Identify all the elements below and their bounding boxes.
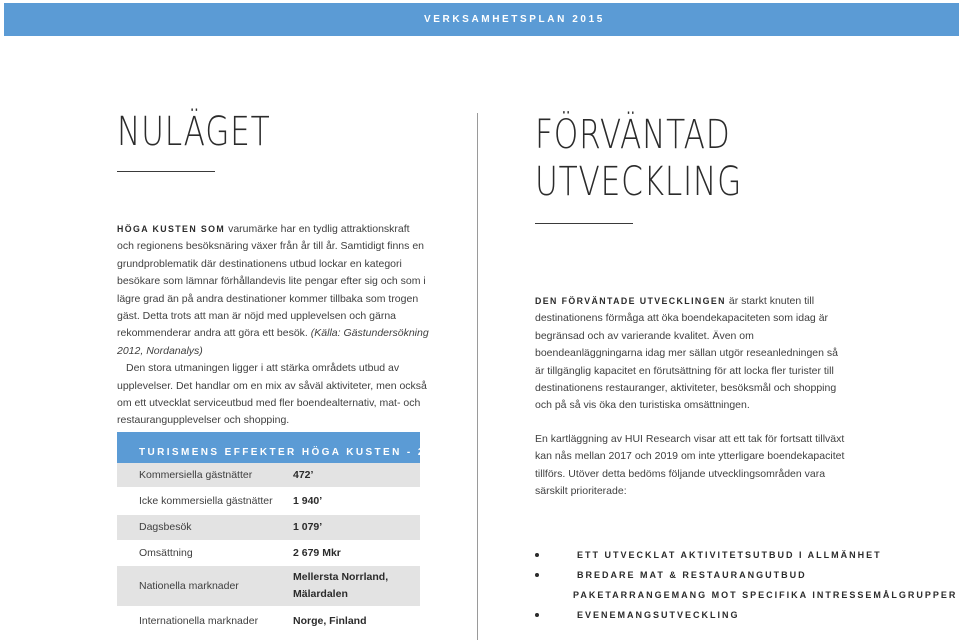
right-paragraph-2: En kartläggning av HUI Research visar att ett tak för fortsatt tillväxt kan nås mellan 2017 och 2019 om inte ytterligare boendekapacitet tillförs. Utöver detta bedöms följande utvecklingsområden vara särskilt prioriterade: — [535, 433, 845, 498]
column-divider — [477, 113, 478, 640]
table-header — [117, 432, 450, 463]
right-paragraph-text: är starkt knuten till destinationens förmåga att öka boendekapaciteten som idag är begränsad och av varierande kvalitet. Även om boendeanläggningarna idag mer sällan utgör reseanledningen så är tillgänglig kapacitet en förutsättning för att locka fler turister till destinationens restauranger, aktiviteter, besöksmål och shopping och på så vis öka den turistiska omsättningen. — [535, 295, 838, 412]
left-paragraph-2: Den stora utmaningen ligger i att stärka områdets utbud av upplevelser. Det handlar om en mix av såväl aktiviteter, men också om ett utvecklat serviceutbud med fler boendealternativ, mat- och restaurangupplevelser och shopping. — [117, 362, 427, 427]
table-row-value: Norge, Finland — [293, 614, 367, 627]
priority-list — [535, 545, 958, 625]
heading-underline — [535, 223, 633, 224]
table-row-value: Mellersta Norrland, Mälardalen — [293, 571, 389, 600]
left-paragraph-text: varumärke har en tydlig attraktionskraft och regionens besöksnäring växer från år till år. Samtidigt finns en grundproblematik där destinationens utbud lockar en kategori besökare som lämnar förhållandevis lite pengar efter sig och som i lägre grad än på andra destinationer kommer tillbaka som trogen gäst. Detta trots att man är nöjd med upplevelsen och gärna rekommenderar andra att göra ett besök. — [117, 223, 426, 340]
header-bar — [4, 3, 959, 36]
table-row-value: 1 079’ — [293, 521, 323, 533]
section-heading-nulaget: NULÄGET — [117, 109, 271, 155]
table-row-value: 2 679 Mkr — [293, 546, 341, 559]
heading-line-2: UTVECKLING — [535, 159, 743, 206]
list-item-text: EVENEMANGSUTVECKLING — [577, 610, 740, 620]
table-row-label: Dagsbesök — [139, 521, 192, 533]
table-row — [117, 463, 420, 487]
heading-line-1: FÖRVÄNTAD — [535, 112, 731, 158]
section-heading-forvantad-utveckling — [535, 112, 742, 206]
bullet-icon — [535, 613, 539, 617]
table-row-value: 1 940’ — [293, 494, 323, 507]
list-item-text: BREDARE MAT & RESTAURANGUTBUD — [577, 570, 807, 580]
source-citation: (Källa: Gästundersökning 2012, Nordanalys) — [117, 327, 429, 357]
left-body-text — [117, 221, 429, 430]
left-paragraph-lead: HÖGA KUSTEN SOM — [117, 224, 226, 234]
list-item — [535, 605, 935, 625]
bullet-icon — [535, 553, 539, 557]
list-item — [535, 585, 958, 605]
table-title: TURISMENS EFFEKTER HÖGA KUSTEN - 2013 — [139, 447, 450, 458]
table-row-value: 472’ — [293, 468, 314, 481]
table-row — [117, 566, 420, 606]
heading-underline — [117, 171, 215, 172]
list-item-text: ETT UTVECKLAT AKTIVITETSUTBUD I ALLMÄNHET — [577, 550, 882, 560]
table-row — [117, 515, 420, 540]
table-row — [117, 540, 420, 566]
table-row — [117, 487, 420, 515]
table-row-label: Nationella marknader — [139, 579, 239, 592]
table-row-label: Kommersiella gästnätter — [139, 468, 253, 481]
right-paragraph-1 — [535, 293, 847, 415]
bullet-icon — [535, 573, 539, 577]
table-row-label: Internationella marknader — [139, 614, 259, 627]
table-row-label: Omsättning — [139, 546, 193, 559]
left-paragraph-1 — [117, 221, 429, 360]
list-item — [535, 565, 935, 585]
list-item — [535, 545, 935, 565]
header-title: VERKSAMHETSPLAN 2015 — [424, 14, 605, 25]
table-row — [117, 606, 420, 636]
tourism-effects-table — [117, 432, 450, 636]
list-item-text: PAKETARRANGEMANG MOT SPECIFIKA INTRESSEMÅLGRUPPER — [573, 590, 958, 600]
right-paragraph-lead: DEN FÖRVÄNTADE UTVECKLINGEN — [535, 296, 726, 306]
table-row-label: Icke kommersiella gästnätter — [139, 494, 273, 507]
